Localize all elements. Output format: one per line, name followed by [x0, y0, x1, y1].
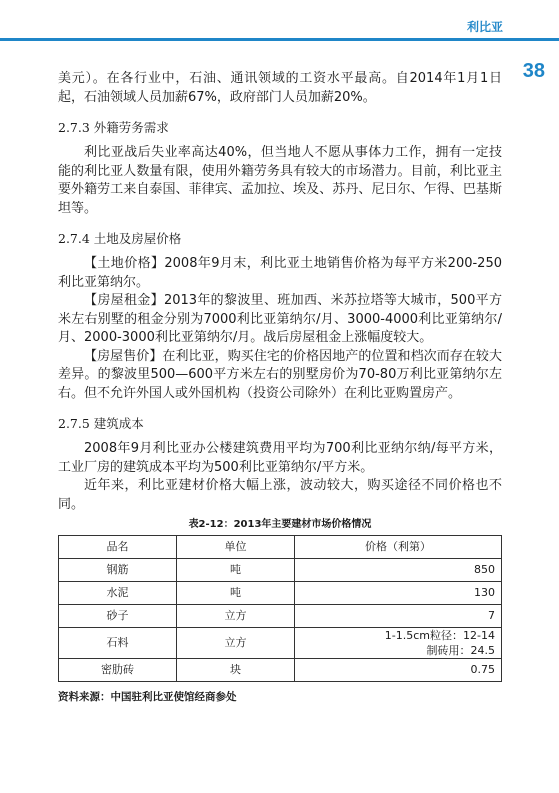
intro-paragraph: 美元）。在各行业中，石油、通讯领域的工资水平最高。自2014年1月1日起，石油领域人员加薪67%，政府部门人员加薪20%。 — [58, 71, 502, 105]
land-price-paragraph: 【土地价格】2008年9月末，利比亚土地销售价格为每平方米200-250利比亚第纳尔。 — [58, 256, 502, 290]
table-row — [59, 605, 502, 628]
cell-price-line2: 制砖用：24.5 — [426, 644, 495, 657]
cell-unit: 块 — [177, 659, 295, 682]
col-header-price: 价格（利第） — [295, 536, 502, 559]
header-divider — [0, 38, 559, 41]
table-source-note: 资料来源：中国驻利比亚使馆经商参处 — [58, 691, 237, 703]
construction-cost-paragraph: 2008年9月利比亚办公楼建筑费用平均为700利比亚纳尔纳/每平方米，工业厂房的建筑成本平均为500利比亚第纳尔/平方米。 — [58, 441, 502, 475]
cell-price: 0.75 — [295, 659, 502, 682]
table-row — [59, 559, 502, 582]
cell-price: 7 — [295, 605, 502, 628]
header-section-title: 利比亚 — [466, 20, 503, 34]
cell-price: 850 — [295, 559, 502, 582]
heading-2-7-5: 2.7.5 建筑成本 — [58, 416, 144, 431]
cell-name: 钢筋 — [59, 559, 177, 582]
cell-name: 水泥 — [59, 582, 177, 605]
col-header-name: 品名 — [59, 536, 177, 559]
cell-name: 密肋砖 — [59, 659, 177, 682]
cell-price-line1: 1-1.5cm粒径：12-14 — [384, 629, 495, 642]
foreign-labor-paragraph: 利比亚战后失业率高达40%，但当地人不愿从事体力工作，拥有一定技能的利比亚人数量有限，使用外籍劳务具有较大的市场潜力。目前，利比亚主要外籍劳工来自泰国、菲律宾、孟加拉、埃及、苏丹、尼日尔、乍得、巴基斯坦等。 — [58, 145, 502, 216]
cell-price — [295, 628, 502, 659]
col-header-unit: 单位 — [177, 536, 295, 559]
heading-2-7-4: 2.7.4 土地及房屋价格 — [58, 231, 182, 246]
table-row — [59, 582, 502, 605]
table-caption: 表2-12：2013年主要建材市场价格情况 — [188, 519, 372, 530]
cell-unit: 立方 — [177, 605, 295, 628]
material-price-paragraph: 近年来，利比亚建材价格大幅上涨，波动较大，购买途径不同价格也不同。 — [58, 478, 502, 512]
cell-price: 130 — [295, 582, 502, 605]
cell-unit: 吨 — [177, 559, 295, 582]
cell-name: 砂子 — [59, 605, 177, 628]
page-number: 38 — [522, 60, 545, 82]
cell-unit: 吨 — [177, 582, 295, 605]
table-row — [59, 628, 502, 659]
heading-2-7-3: 2.7.3 外籍劳务需求 — [58, 120, 169, 135]
house-rent-paragraph: 【房屋租金】2013年的黎波里、班加西、米苏拉塔等大城市，500平方米左右别墅的租金分别为7000利比亚第纳尔/月、3000-4000利比亚第纳尔/月、2000-3000利比亚第纳尔/月。战后房屋租金上涨幅度较大。 — [58, 293, 502, 345]
table-header-row — [59, 536, 502, 559]
cell-unit: 立方 — [177, 628, 295, 659]
page-content — [58, 70, 502, 707]
house-price-paragraph: 【房屋售价】在利比亚，购买住宅的价格因地产的位置和档次而存在较大差异。的黎波里500—600平方米左右的别墅房价为70-80万利比亚第纳尔左右。但不允许外国人或外国机构（投资公司除外）在利比亚购置房产。 — [58, 348, 502, 401]
table-row — [59, 659, 502, 682]
materials-price-table — [58, 535, 502, 682]
cell-name: 石料 — [59, 628, 177, 659]
